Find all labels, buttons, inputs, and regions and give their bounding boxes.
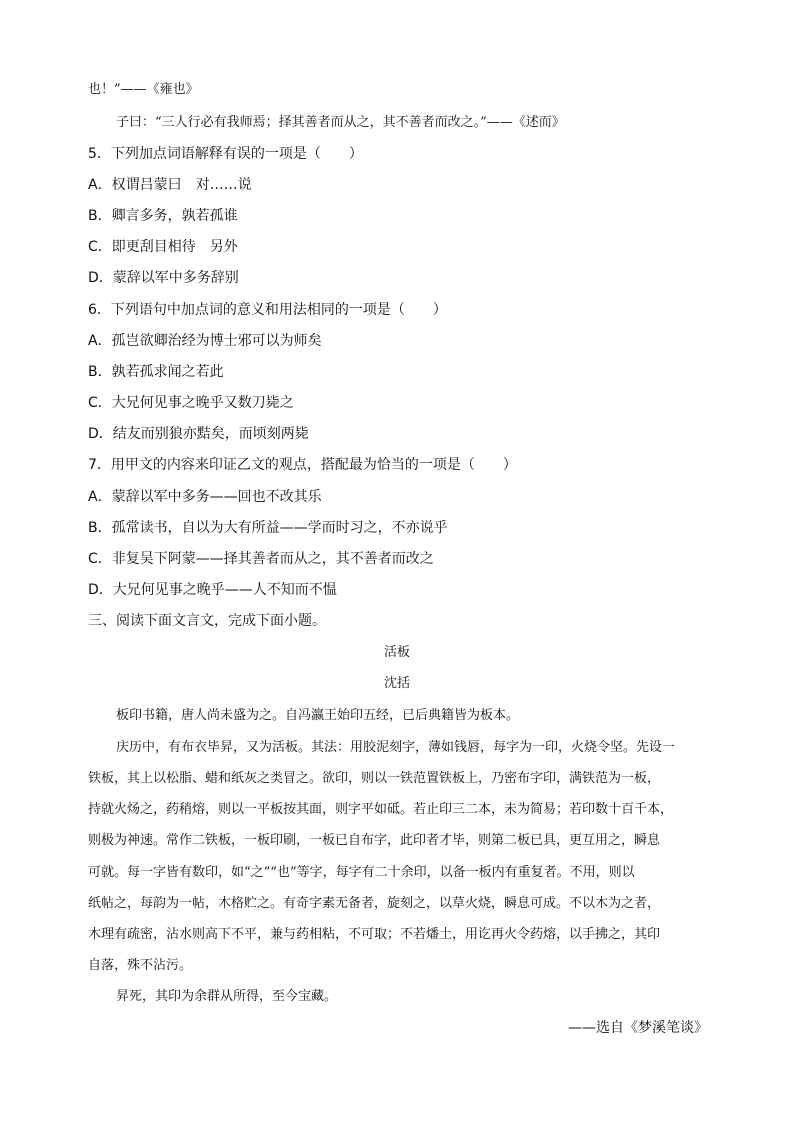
q7-option-a: A．蒙辞以军中多务——回也不改其乐: [88, 489, 322, 505]
quote-yongye: 也！”——《雍也》: [88, 82, 199, 97]
q5-option-c: C．即更刮目相待 另外: [88, 239, 238, 255]
q7-stem: 7．用甲文的内容来印证乙文的观点，搭配最为恰当的一项是（ ）: [88, 457, 517, 473]
q7-option-c: C．非复吴下阿蒙——择其善者而从之，其不善者而改之: [88, 551, 434, 567]
passage-line: 昇死，其印为余群从所得，至今宝藏。: [116, 989, 338, 1004]
q5-option-b: B．卿言多务，孰若孤谁: [88, 208, 238, 224]
section3-heading: 三、阅读下面文言文，完成下面小题。: [88, 613, 326, 629]
passage-author: 沈括: [383, 676, 410, 691]
passage-line: 纸帖之，每韵为一帖，木格贮之。有奇字素无备者，旋刻之，以草火烧，瞬息可成。不以木为之者，: [88, 896, 661, 911]
q5-option-d: D．蒙辞以军中多务辞别: [88, 270, 239, 286]
passage-line: 可就。每一字皆有数印，如“之”“也”等字，每字有二十余印，以备一板内有重复者。不用，则以: [88, 865, 635, 880]
passage-line: 板印书籍，唐人尚未盛为之。自冯瀛王始印五经，已后典籍皆为板本。: [116, 708, 520, 723]
q6-option-c: C．大兄何见事之晚乎又数刀毙之: [88, 395, 294, 411]
passage-line: 自落，殊不沾污。: [88, 958, 193, 973]
passage-line: 持就火炀之，药稍熔，则以一平板按其面，则字平如砥。若止印三二本，未为简易；若印数十百千本，: [88, 802, 674, 817]
passage-line: 铁板，其上以松脂、蜡和纸灰之类冒之。欲印，则以一铁范置铁板上，乃密布字印，满铁范为一板，: [88, 771, 661, 786]
q5-stem: 5．下列加点词语解释有误的一项是（ ）: [88, 146, 363, 162]
q5-option-a: A．权谓吕蒙曰 对……说: [88, 177, 252, 193]
passage-source: ——选自《梦溪笔谈》: [568, 1020, 708, 1036]
passage-line: 则极为神速。常作二铁板，一板印刷，一板已自布字，此印者才毕，则第二板已具，更互用之，瞬息: [88, 833, 661, 848]
q6-option-b: B．孰若孤求闻之若此: [88, 364, 224, 380]
quote-shuer: 子曰：“三人行必有我师焉；择其善者而从之，其不善者而改之。”——《述而》: [116, 115, 565, 130]
q7-option-b: B．孤常读书，自以为大有所益——学而时习之，不亦说乎: [88, 520, 448, 536]
passage-title: 活板: [383, 645, 410, 660]
q6-option-d: D．结友而别狼亦黠矣，而顷刻两毙: [88, 426, 309, 442]
q6-option-a: A．孤岂欲卿治经为博士邪可以为师矣: [88, 333, 322, 349]
passage-line: 木理有疏密，沾水则高下不平，兼与药相粘，不可取；不若燔土，用讫再火令药熔，以手拂之，其印: [88, 927, 661, 942]
q6-stem: 6．下列语句中加点词的意义和用法相同的一项是（ ）: [88, 302, 447, 318]
q7-option-d: D．大兄何见事之晚乎——人不知而不愠: [88, 582, 337, 598]
passage-line: 庆历中，有布衣毕昇，又为活板。其法：用胶泥刻字，薄如钱唇，每字为一印，火烧令坚。先设一: [116, 740, 676, 755]
